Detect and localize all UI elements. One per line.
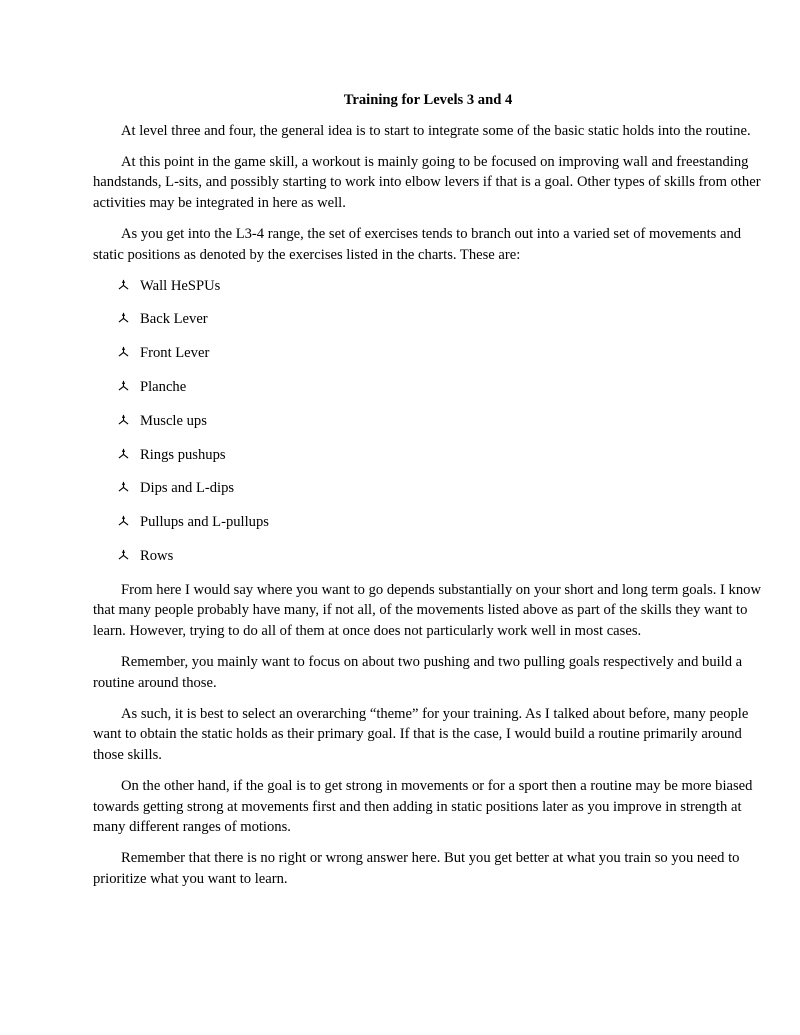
paragraph: On the other hand, if the goal is to get strong in movements or for a sport then a routine may be more biased towards getting strong at movements first and then adding in static positions later as you improve in strength at many different ranges of motions. — [93, 777, 753, 836]
three-prong-arrowhead-icon — [118, 481, 129, 492]
three-prong-arrowhead-icon — [118, 414, 129, 425]
list-item-label: Muscle ups — [140, 412, 207, 429]
list-item — [93, 276, 763, 297]
list-item-label: Rings pushups — [140, 446, 226, 463]
three-prong-arrowhead-icon — [118, 279, 129, 290]
list-item-label: Front Lever — [140, 345, 210, 362]
document-page — [93, 90, 763, 900]
three-prong-arrowhead-icon — [118, 549, 129, 560]
paragraph: As you get into the L3-4 range, the set of exercises tends to branch out into a varied set of movements and static positions as denoted by the exercises listed in the charts. These are: — [93, 225, 742, 263]
list-item — [93, 546, 763, 567]
list-item-label: Pullups and L-pullups — [140, 514, 269, 531]
paragraph: From here I would say where you want to go depends substantially on your short and long term goals. I know that many people probably have many, if not all, of the movements listed above as part of the skills they want to learn. However, trying to do all of them at once does not particularly work well in most cases. — [93, 581, 761, 639]
list-item-label: Planche — [140, 379, 187, 395]
list-item — [93, 478, 763, 499]
three-prong-arrowhead-icon — [118, 380, 129, 391]
three-prong-arrowhead-icon — [118, 346, 129, 357]
list-item — [93, 377, 763, 398]
list-item-label: Dips and L-dips — [140, 480, 235, 497]
paragraph: At this point in the game skill, a workout is mainly going to be focused on improving wall and freestanding handstands, L-sits, and possibly starting to work into elbow levers if that is a goal. Other types of skills from other activities may be integrated in here as well. — [93, 153, 761, 211]
three-prong-arrowhead-icon — [118, 448, 129, 459]
list-item-label: Back Lever — [140, 311, 208, 328]
page-title: Training for Levels 3 and 4 — [343, 92, 513, 108]
list-item-label: Rows — [140, 547, 174, 564]
list-item — [93, 343, 763, 364]
three-prong-arrowhead-icon — [118, 515, 129, 526]
paragraph: As such, it is best to select an overarching “theme” for your training. As I talked about before, many people want to obtain the static holds as their primary goal. If that is the case, I would build a routine primarily around those skills. — [93, 705, 749, 763]
list-item-label: Wall HeSPUs — [140, 277, 221, 294]
exercise-list — [93, 276, 763, 567]
paragraph: Remember, you mainly want to focus on about two pushing and two pulling goals respectively and build a routine around those. — [93, 653, 743, 691]
list-item — [93, 512, 763, 533]
list-item — [93, 411, 763, 432]
three-prong-arrowhead-icon — [118, 312, 129, 323]
list-item — [93, 309, 763, 330]
paragraph: Remember that there is no right or wrong answer here. But you get better at what you train so you need to prioritize what you want to learn. — [93, 850, 740, 887]
paragraph: At level three and four, the general idea is to start to integrate some of the basic static holds into the routine. — [121, 122, 751, 139]
list-item — [93, 445, 763, 466]
